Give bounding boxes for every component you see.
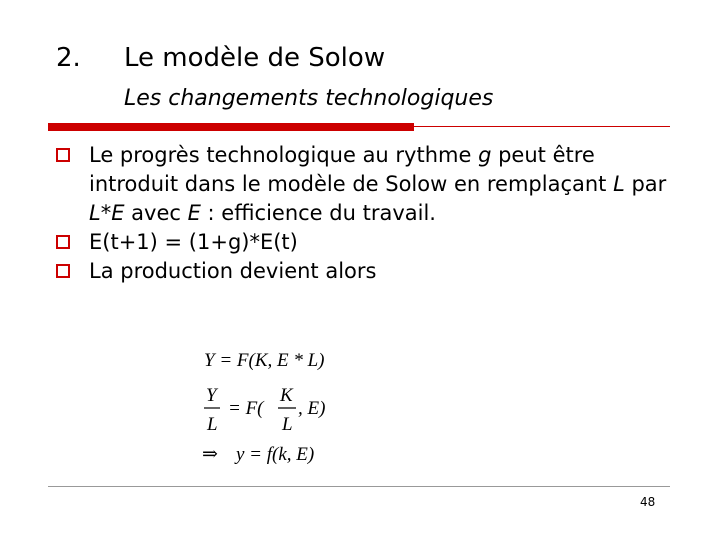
equation-rhs-tail: , E): [298, 398, 326, 419]
equation-lhs-numerator: Y: [206, 385, 217, 406]
hollow-square-bullet-icon: [56, 264, 70, 278]
slide-subtitle: Les changements technologiques: [124, 86, 494, 111]
symbol-L: L: [613, 172, 625, 196]
equation-intensive-form: y = f(k, E): [236, 444, 315, 465]
bullet-item: [56, 228, 676, 257]
hollow-square-bullet-icon: [56, 235, 70, 249]
footer-rule: [48, 486, 670, 487]
bullet-item: [56, 257, 676, 286]
slide-title: Le modèle de Solow: [124, 43, 386, 73]
symbol-E: E: [187, 201, 201, 225]
equation-equals-f: = F(: [228, 398, 264, 419]
equation-lhs-denominator: L: [207, 414, 218, 435]
bullet-item: [56, 141, 676, 228]
title-rule: [48, 123, 670, 131]
bullet-text: Le progrès technologique au rythme: [89, 143, 479, 167]
equation-production-function: Y = F(K, E * L): [204, 350, 325, 371]
rate-symbol-g: g: [478, 143, 492, 167]
slide-number: 2.: [56, 43, 81, 73]
bullet-text: : efficience du travail.: [200, 201, 436, 225]
bullet-text: avec: [124, 201, 188, 225]
title-rule-accent: [48, 123, 414, 131]
bullet-text: E(t+1) = (1+g)*E(t): [89, 230, 298, 254]
bullet-text: La production devient alors: [89, 259, 377, 283]
bullet-text: par: [624, 172, 667, 196]
bullet-list: [56, 141, 676, 286]
hollow-square-bullet-icon: [56, 148, 70, 162]
page-number: 48: [640, 495, 656, 509]
symbol-LE: L*E: [89, 201, 125, 225]
implies-arrow-icon: ⇒: [202, 444, 218, 465]
equation-rhs-denominator: L: [282, 414, 293, 435]
equations-block: [198, 342, 398, 472]
equation-rhs-numerator: K: [280, 385, 293, 406]
bullet-text: peut être introduit dans le modèle de Solow en remplaçant: [89, 143, 614, 196]
